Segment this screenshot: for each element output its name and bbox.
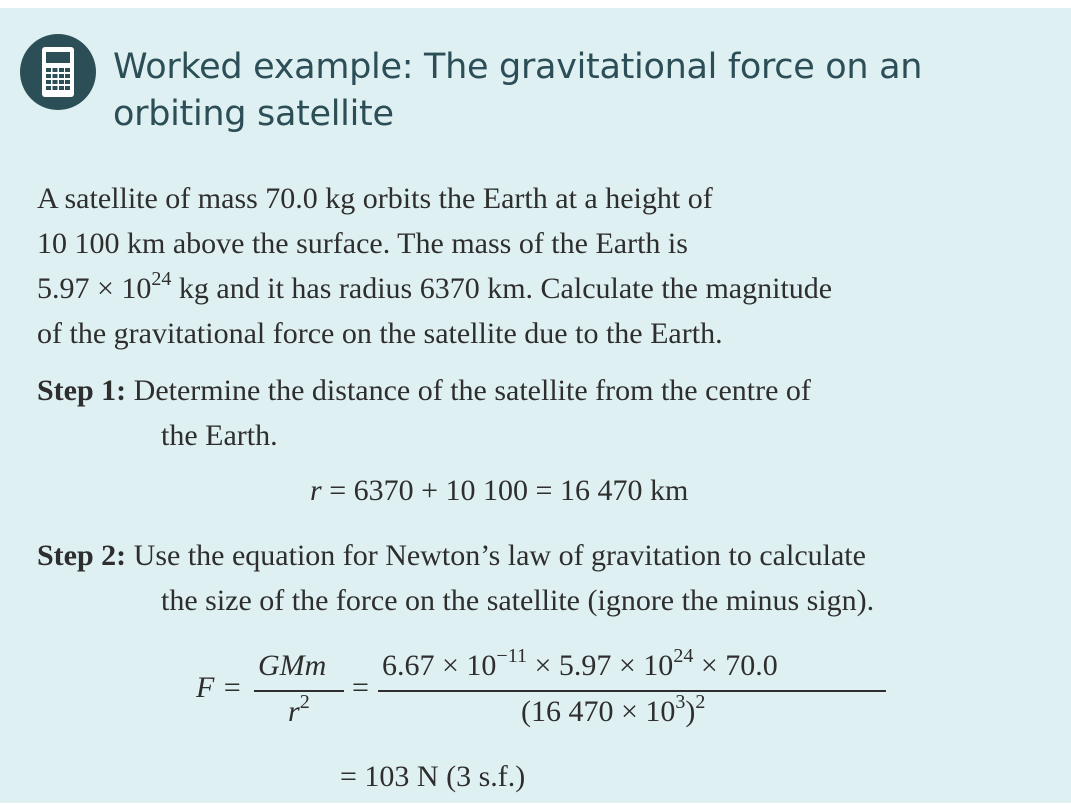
step-1-text-line-1: Determine the distance of the satellite from the centre of [126, 374, 811, 407]
question-line-1: A satellite of mass 70.0 kg orbits the Earth at a height of [37, 182, 713, 215]
step-2-text-line-1: Use the equation for Newton’s law of gravitation to calculate [126, 539, 866, 572]
denominator-exponent-2: 2 [695, 691, 706, 713]
step-2-text-line-2: the size of the force on the satellite (ignore the minus sign). [161, 584, 875, 617]
distance-variable: r [310, 474, 322, 507]
fraction-2-denominator [521, 691, 706, 729]
step-2 [37, 533, 874, 623]
calculator-icon [20, 34, 96, 110]
step-1 [37, 368, 811, 458]
distance-equation [310, 474, 688, 508]
fraction-1-bar [254, 690, 344, 692]
denominator-part-b: ) [685, 695, 696, 728]
numerator-exponent-2: 24 [673, 645, 694, 667]
worked-example-panel [0, 8, 1071, 803]
question-line-3-b: kg and it has radius 6370 km. Calculate the magnitude [171, 272, 833, 305]
step-1-text-line-2: the Earth. [161, 419, 278, 452]
denominator-part-a: (16 470 × 10 [521, 695, 676, 728]
title-line-2: orbiting satellite [113, 94, 394, 134]
fraction-1-numerator: GMm [258, 649, 327, 682]
numerator-exponent-1: −11 [496, 645, 527, 667]
fraction-2-bar [378, 690, 886, 692]
fraction-2-numerator [382, 645, 778, 683]
denominator-r-exponent: 2 [299, 691, 310, 713]
numerator-part-a: 6.67 × 10 [382, 649, 497, 682]
title-line-1: Worked example: The gravitational force on an [113, 47, 923, 87]
question-text [37, 176, 832, 356]
force-result: = 103 N (3 s.f.) [340, 760, 526, 793]
question-line-3-a: 5.97 × 10 [37, 272, 152, 305]
fraction-1-denominator [288, 691, 310, 729]
force-lhs: F = [196, 671, 243, 704]
question-line-4: of the gravitational force on the satellite due to the Earth. [37, 317, 723, 350]
denominator-r: r [288, 695, 300, 728]
example-title [113, 44, 922, 138]
question-line-3-exponent: 24 [151, 268, 172, 290]
distance-equation-rhs: = 6370 + 10 100 = 16 470 km [321, 474, 689, 507]
equals-sign: = [352, 671, 369, 704]
denominator-exponent-1: 3 [675, 691, 686, 713]
question-line-3 [37, 266, 832, 311]
question-line-2: 10 100 km above the surface. The mass of the Earth is [37, 227, 688, 260]
numerator-part-b: × 5.97 × 10 [526, 649, 674, 682]
step-2-label: Step 2: [37, 539, 127, 572]
step-1-label: Step 1: [37, 374, 127, 407]
numerator-part-c: × 70.0 [693, 649, 778, 682]
